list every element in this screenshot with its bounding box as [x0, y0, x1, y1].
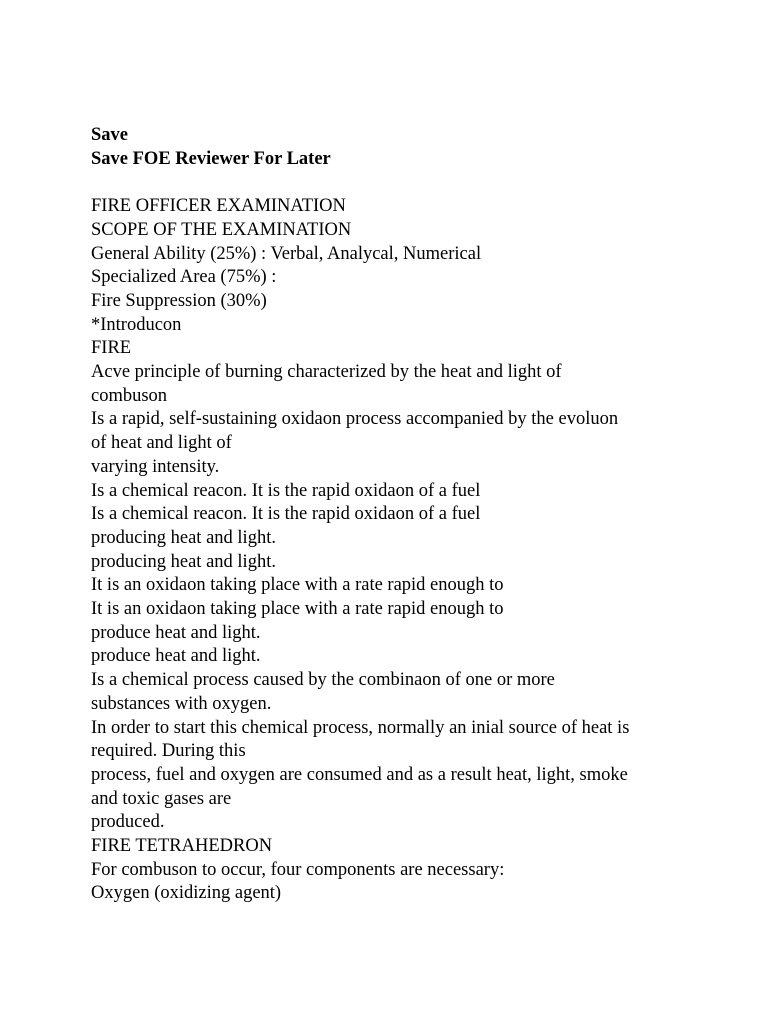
text-line: varying intensity. — [91, 456, 220, 477]
save-link[interactable]: Save — [91, 125, 128, 145]
text-line: producing heat and light. — [91, 527, 276, 548]
document-body — [91, 195, 731, 906]
spacer — [91, 171, 731, 195]
section-heading: FIRE — [91, 338, 132, 359]
text-line: Is a chemical reacon. It is the rapid oxidaon of a fuel — [91, 480, 481, 501]
text-line: Fire Suppression (30%) — [91, 290, 267, 311]
text-line: Is a chemical reacon. It is the rapid oxidaon of a fuel — [91, 504, 481, 525]
text-line: and toxic gases are — [91, 788, 232, 809]
text-line: General Ability (25%) : Verbal, Analycal, Numerical — [91, 243, 482, 264]
text-line: required. During this — [91, 741, 246, 762]
text-line: produced. — [91, 812, 165, 833]
text-line: It is an oxidaon taking place with a rate rapid enough to — [91, 575, 504, 596]
text-line: For combuson to occur, four components are necessary: — [91, 859, 505, 880]
text-line: process, fuel and oxygen are consumed and as a result heat, light, smoke — [91, 764, 628, 785]
document-page — [91, 124, 731, 906]
text-line: of heat and light of — [91, 433, 232, 454]
text-line: It is an oxidaon taking place with a rate rapid enough to — [91, 599, 504, 620]
text-line: Is a chemical process caused by the combinaon of one or more — [91, 670, 555, 691]
text-line: *Introducon — [91, 314, 182, 335]
save-for-later-link[interactable]: Save FOE Reviewer For Later — [91, 148, 331, 169]
text-line: substances with oxygen. — [91, 693, 272, 714]
text-line: produce heat and light. — [91, 622, 261, 643]
text-line: producing heat and light. — [91, 551, 276, 572]
text-line: combuson — [91, 385, 168, 406]
doc-title: FIRE OFFICER EXAMINATION — [91, 196, 346, 217]
doc-subtitle: SCOPE OF THE EXAMINATION — [91, 219, 352, 240]
text-line: Specialized Area (75%) : — [91, 267, 277, 288]
text-line: produce heat and light. — [91, 646, 261, 667]
text-line: Oxygen (oxidizing agent) — [91, 883, 282, 904]
section-heading: FIRE TETRAHEDRON — [91, 836, 273, 857]
text-line: Acve principle of burning characterized by the heat and light of — [91, 362, 562, 383]
text-line: In order to start this chemical process, normally an inial source of heat is — [91, 717, 630, 738]
text-line: Is a rapid, self-sustaining oxidaon process accompanied by the evoluon — [91, 409, 619, 430]
